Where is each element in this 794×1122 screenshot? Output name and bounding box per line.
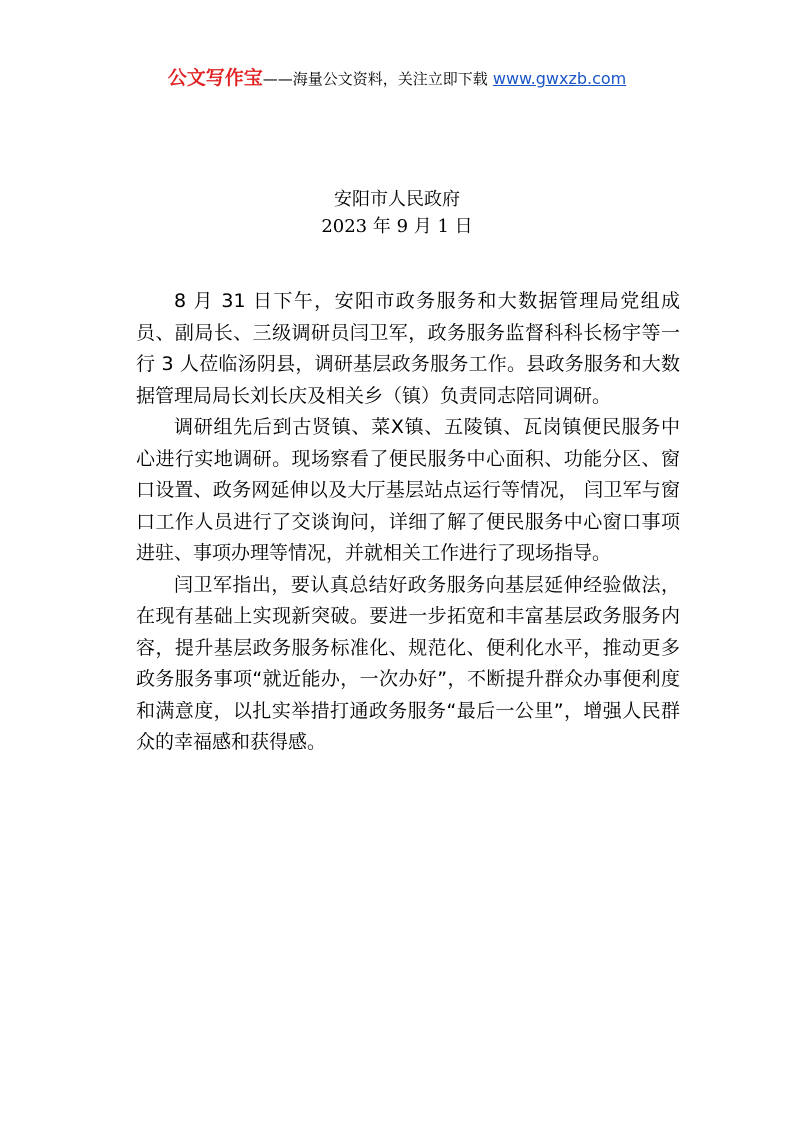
- site-link[interactable]: www.gwxzb.com: [492, 69, 627, 88]
- document-body: [136, 286, 680, 759]
- issue-date: 2023 年 9 月 1 日: [321, 216, 473, 237]
- issuer: 安阳市人民政府: [334, 189, 460, 210]
- page-header: [0, 66, 794, 91]
- paragraph-3: 闫卫军指出，要认真总结好政务服务向基层延伸经验做法，在现有基础上实现新突破。要进一步拓宽和丰富基层政务服务内容，提升基层政务服务标准化、规范化、便利化水平，推动更多政务服务事项“就近能办，一次办好”，不断提升群众办事便利度和满意度，以扎实举措打通政务服务“最后一公里”，增强人民群众的幸福感和获得感。: [136, 573, 680, 753]
- brand-name: 公文写作宝: [167, 67, 263, 89]
- paragraph-2: 调研组先后到古贤镇、菜X镇、五陵镇、瓦岗镇便民服务中心进行实地调研。现场察看了便民服务中心面积、功能分区、窗口设置、政务网延伸以及大厅基层站点运行等情况， 闫卫军与窗口工作人员进行了交谈询问，详细了解了便民服务中心窗口事项进驻、事项办理等情况，并就相关工作进行了现场指导。: [136, 416, 680, 564]
- paragraph-1: 8 月 31 日下午，安阳市政务服务和大数据管理局党组成员、副局长、三级调研员闫卫军，政务服务监督科科长杨宇等一行 3 人莅临汤阴县，调研基层政务服务工作。县政务服务和大数据管理局局长刘长庆及相关乡（镇）负责同志陪同调研。: [136, 290, 680, 407]
- document-heading: [0, 186, 794, 240]
- header-tagline: ——海量公文资料，关注立即下载: [262, 70, 488, 88]
